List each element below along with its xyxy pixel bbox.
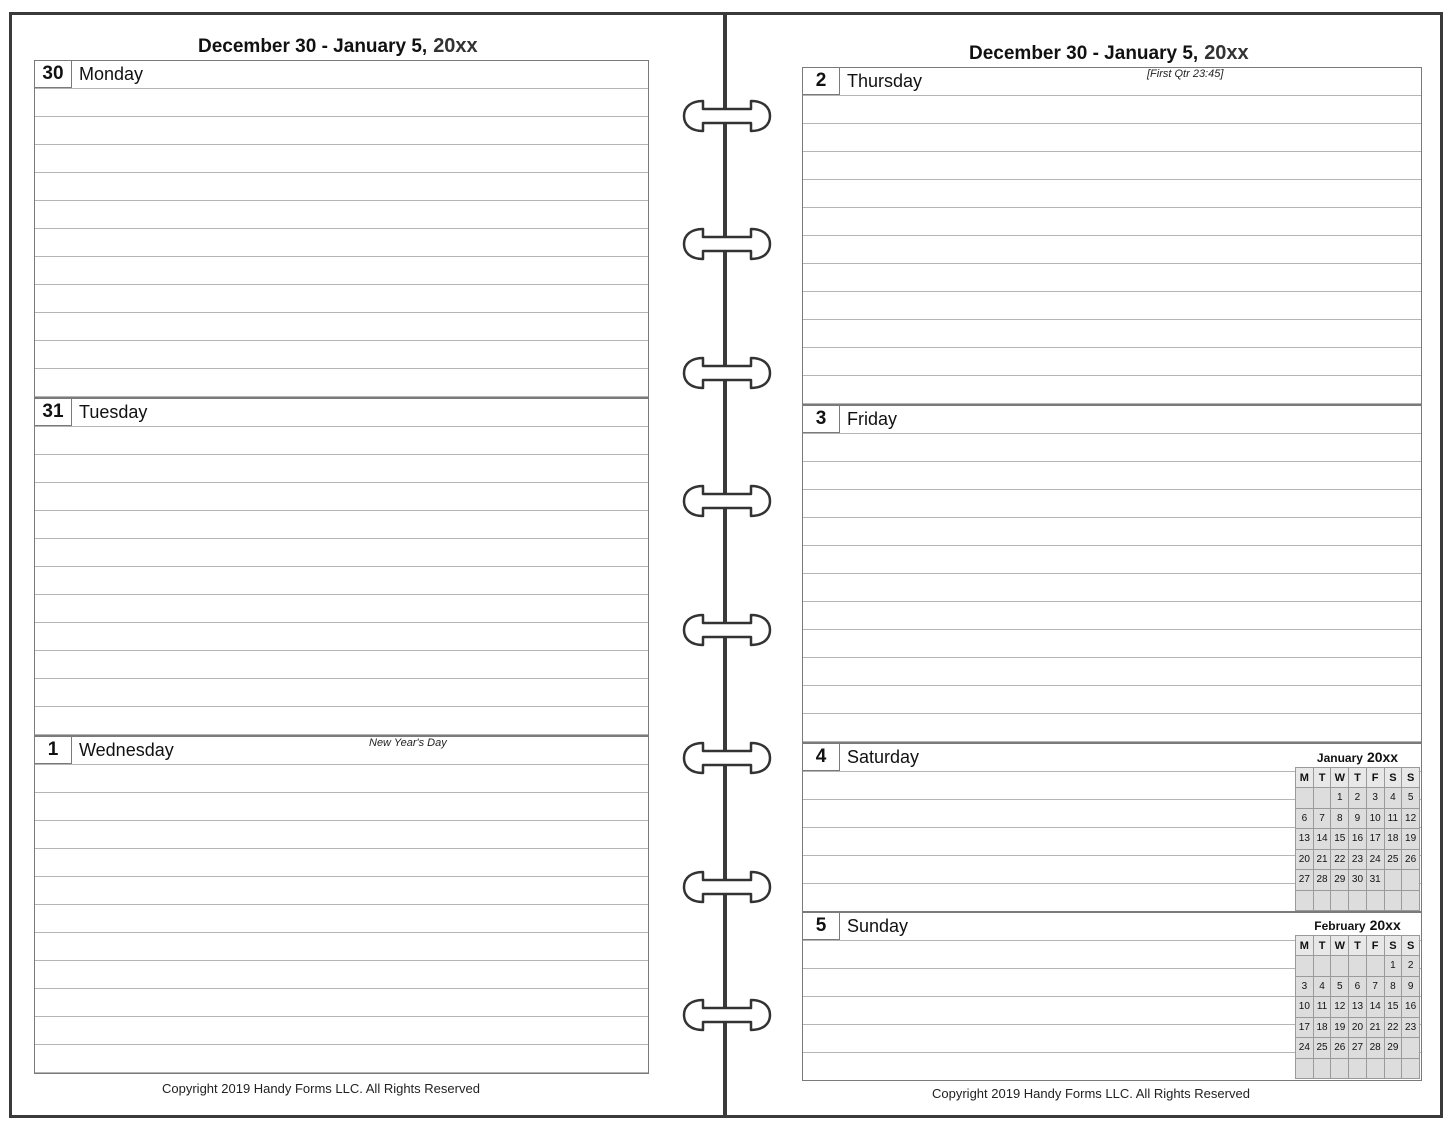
- date-cell[interactable]: [1331, 1058, 1349, 1079]
- moon-phase-note: [First Qtr 23:45]: [1147, 68, 1224, 80]
- date-cell[interactable]: 14: [1313, 829, 1331, 850]
- date-cell[interactable]: [1296, 788, 1314, 809]
- date-cell[interactable]: 12: [1402, 808, 1420, 829]
- date-cell[interactable]: 12: [1331, 997, 1349, 1018]
- right-copyright: Copyright 2019 Handy Forms LLC. All Rights Reserved: [932, 1086, 1250, 1101]
- mini-calendar-year: 20xx: [1369, 917, 1401, 933]
- day-block-thursday[interactable]: [802, 67, 1422, 405]
- date-cell[interactable]: 24: [1366, 849, 1384, 870]
- date-cell[interactable]: [1331, 956, 1349, 977]
- date-cell[interactable]: 26: [1331, 1038, 1349, 1059]
- mini-calendar-grid: [1295, 767, 1420, 911]
- day-name: Saturday: [847, 747, 923, 768]
- binder-ring-icon: [681, 997, 773, 1033]
- weekday-header: T: [1349, 768, 1367, 788]
- right-title-year: 20xx: [1204, 42, 1249, 64]
- date-cell[interactable]: 21: [1366, 1017, 1384, 1038]
- date-cell[interactable]: 3: [1366, 788, 1384, 809]
- date-cell[interactable]: 23: [1349, 849, 1367, 870]
- mini-calendar-february: [1295, 915, 1420, 1079]
- day-block-wednesday[interactable]: [34, 736, 649, 1074]
- mini-calendar-month: January: [1316, 751, 1363, 765]
- weekday-header: W: [1331, 936, 1349, 956]
- left-copyright: Copyright 2019 Handy Forms LLC. All Rights Reserved: [162, 1081, 480, 1096]
- date-cell[interactable]: 31: [1366, 870, 1384, 891]
- date-cell[interactable]: [1402, 890, 1420, 911]
- left-page-title: [198, 35, 478, 58]
- date-cell[interactable]: [1366, 890, 1384, 911]
- mini-calendar-month: February: [1314, 919, 1366, 933]
- date-cell[interactable]: 27: [1296, 870, 1314, 891]
- binder-spine: [723, 12, 727, 1118]
- binder-ring-icon: [681, 869, 773, 905]
- day-name: Friday: [847, 409, 901, 430]
- holiday-note: New Year's Day: [369, 737, 447, 749]
- date-cell[interactable]: 11: [1313, 997, 1331, 1018]
- date-cell[interactable]: [1402, 1058, 1420, 1079]
- date-cell[interactable]: 5: [1402, 788, 1420, 809]
- weekday-header: T: [1349, 936, 1367, 956]
- date-cell[interactable]: [1313, 788, 1331, 809]
- weekday-header: T: [1313, 768, 1331, 788]
- date-cell[interactable]: [1384, 1058, 1402, 1079]
- date-cell[interactable]: [1402, 870, 1420, 891]
- binder-ring-icon: [681, 483, 773, 519]
- date-cell[interactable]: 8: [1331, 808, 1349, 829]
- day-block-saturday[interactable]: [802, 743, 1422, 912]
- date-cell[interactable]: [1366, 1058, 1384, 1079]
- date-cell[interactable]: 22: [1331, 849, 1349, 870]
- date-cell[interactable]: 6: [1296, 808, 1314, 829]
- day-number: 1: [35, 737, 72, 764]
- mini-calendar-title: [1295, 915, 1420, 935]
- date-cell[interactable]: 1: [1384, 956, 1402, 977]
- binder-ring-icon: [681, 226, 773, 262]
- weekday-header: W: [1331, 768, 1349, 788]
- weekday-header: S: [1384, 936, 1402, 956]
- weekday-header: S: [1402, 768, 1420, 788]
- day-block-sunday[interactable]: [802, 912, 1422, 1081]
- day-number: 3: [803, 406, 840, 433]
- date-cell[interactable]: 20: [1296, 849, 1314, 870]
- day-block-tuesday[interactable]: [34, 398, 649, 736]
- date-cell[interactable]: 8: [1384, 976, 1402, 997]
- date-cell[interactable]: [1296, 890, 1314, 911]
- date-cell[interactable]: [1402, 1038, 1420, 1059]
- date-cell[interactable]: 17: [1366, 829, 1384, 850]
- date-cell[interactable]: 26: [1402, 849, 1420, 870]
- weekday-header: M: [1296, 768, 1314, 788]
- date-cell[interactable]: 3: [1296, 976, 1314, 997]
- date-cell[interactable]: 4: [1313, 976, 1331, 997]
- day-block-monday[interactable]: [34, 60, 649, 398]
- date-cell[interactable]: 7: [1313, 808, 1331, 829]
- left-title-text: December 30 - January 5,: [198, 36, 428, 57]
- day-number: 5: [803, 913, 840, 940]
- date-cell[interactable]: [1349, 956, 1367, 977]
- day-name: Monday: [79, 64, 147, 85]
- date-cell[interactable]: 17: [1296, 1017, 1314, 1038]
- date-cell[interactable]: 9: [1402, 976, 1420, 997]
- date-cell[interactable]: 14: [1366, 997, 1384, 1018]
- date-cell[interactable]: 16: [1402, 997, 1420, 1018]
- left-title-year: 20xx: [433, 35, 478, 57]
- mini-calendar-grid: [1295, 935, 1420, 1079]
- date-cell[interactable]: 18: [1313, 1017, 1331, 1038]
- weekday-header: S: [1384, 768, 1402, 788]
- date-cell[interactable]: 19: [1331, 1017, 1349, 1038]
- date-cell[interactable]: 10: [1296, 997, 1314, 1018]
- date-cell[interactable]: 5: [1331, 976, 1349, 997]
- binder-ring-icon: [681, 740, 773, 776]
- day-number: 30: [35, 61, 72, 88]
- date-cell[interactable]: [1366, 956, 1384, 977]
- weekday-header: S: [1402, 936, 1420, 956]
- date-cell[interactable]: 6: [1349, 976, 1367, 997]
- date-cell[interactable]: 23: [1402, 1017, 1420, 1038]
- day-name: Thursday: [847, 71, 926, 92]
- date-cell[interactable]: [1313, 956, 1331, 977]
- weekday-header: F: [1366, 768, 1384, 788]
- day-name: Sunday: [847, 916, 912, 937]
- date-cell[interactable]: 15: [1331, 829, 1349, 850]
- mini-calendar-january: [1295, 747, 1420, 911]
- date-cell[interactable]: 9: [1349, 808, 1367, 829]
- date-cell[interactable]: 25: [1384, 849, 1402, 870]
- date-cell[interactable]: 20: [1349, 1017, 1367, 1038]
- right-page-title: [969, 42, 1249, 65]
- date-cell[interactable]: 19: [1402, 829, 1420, 850]
- date-cell[interactable]: [1331, 890, 1349, 911]
- date-cell[interactable]: 27: [1349, 1038, 1367, 1059]
- date-cell[interactable]: 1: [1331, 788, 1349, 809]
- date-cell[interactable]: 10: [1366, 808, 1384, 829]
- binder-ring-icon: [681, 355, 773, 391]
- date-cell[interactable]: [1313, 1058, 1331, 1079]
- date-cell[interactable]: 28: [1313, 870, 1331, 891]
- date-cell[interactable]: [1349, 1058, 1367, 1079]
- date-cell[interactable]: 11: [1384, 808, 1402, 829]
- mini-calendar-title: [1295, 747, 1420, 767]
- date-cell[interactable]: 2: [1402, 956, 1420, 977]
- date-cell[interactable]: 16: [1349, 829, 1367, 850]
- date-cell[interactable]: 4: [1384, 788, 1402, 809]
- date-cell[interactable]: [1349, 890, 1367, 911]
- date-cell[interactable]: 28: [1366, 1038, 1384, 1059]
- weekday-header: M: [1296, 936, 1314, 956]
- date-cell[interactable]: 7: [1366, 976, 1384, 997]
- day-block-friday[interactable]: [802, 405, 1422, 743]
- weekday-header: T: [1313, 936, 1331, 956]
- date-cell[interactable]: [1296, 956, 1314, 977]
- binder-ring-icon: [681, 612, 773, 648]
- date-cell[interactable]: 25: [1313, 1038, 1331, 1059]
- date-cell[interactable]: 22: [1384, 1017, 1402, 1038]
- date-cell[interactable]: 29: [1384, 1038, 1402, 1059]
- day-number: 31: [35, 399, 72, 426]
- weekday-header: F: [1366, 936, 1384, 956]
- date-cell[interactable]: [1384, 890, 1402, 911]
- date-cell[interactable]: 21: [1313, 849, 1331, 870]
- day-number: 4: [803, 744, 840, 771]
- date-cell[interactable]: 13: [1296, 829, 1314, 850]
- mini-calendar-year: 20xx: [1366, 749, 1399, 765]
- date-cell[interactable]: 15: [1384, 997, 1402, 1018]
- date-cell[interactable]: [1296, 1058, 1314, 1079]
- day-name: Wednesday: [79, 740, 178, 761]
- right-title-text: December 30 - January 5,: [969, 43, 1199, 64]
- date-cell[interactable]: [1384, 870, 1402, 891]
- date-cell[interactable]: 13: [1349, 997, 1367, 1018]
- day-number: 2: [803, 68, 840, 95]
- date-cell[interactable]: 29: [1331, 870, 1349, 891]
- binder-ring-icon: [681, 98, 773, 134]
- date-cell[interactable]: 30: [1349, 870, 1367, 891]
- date-cell[interactable]: 2: [1349, 788, 1367, 809]
- date-cell[interactable]: 18: [1384, 829, 1402, 850]
- date-cell[interactable]: [1313, 890, 1331, 911]
- day-name: Tuesday: [79, 402, 151, 423]
- date-cell[interactable]: 24: [1296, 1038, 1314, 1059]
